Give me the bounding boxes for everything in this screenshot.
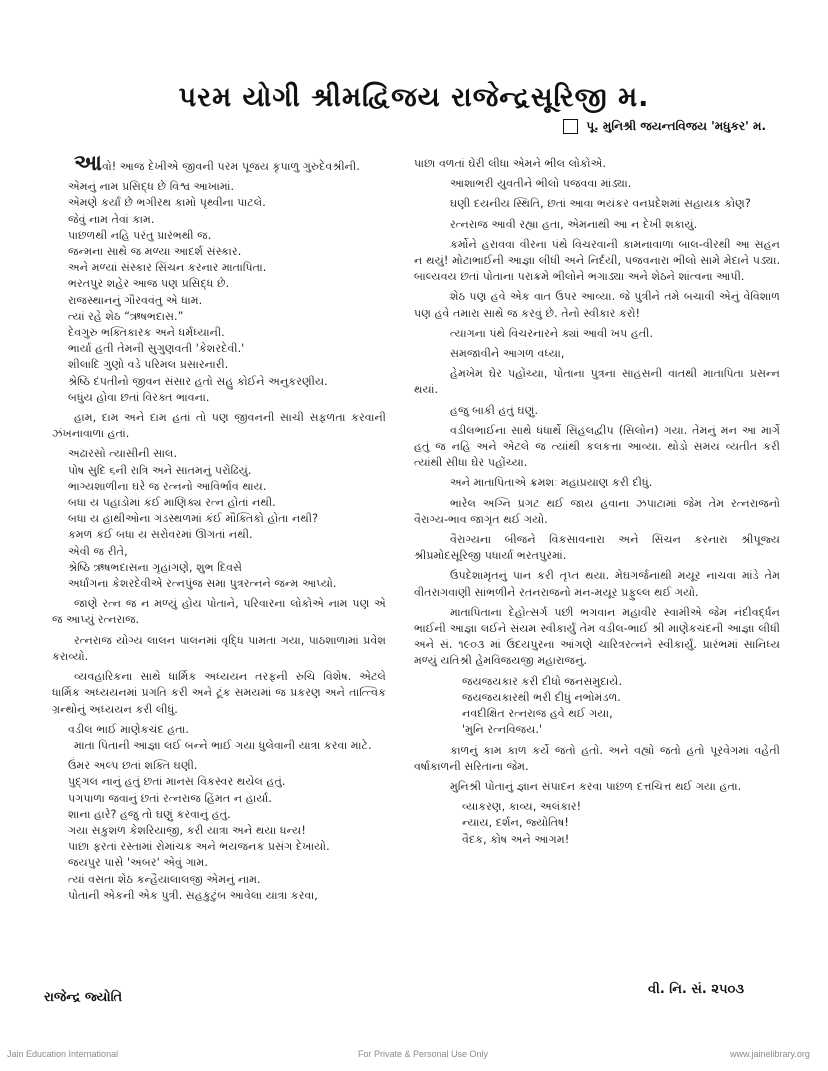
paragraph: સમજાવીને આગળ વધ્યા,	[450, 347, 565, 361]
text-line: પગપાળા જવાનું છતાં રત્નરાજ હિંમત ન હાર્યા.	[68, 791, 272, 805]
text-line: પુદ્ગલ નાનું હતું છતાં માનસ વિકસ્વર થયેલ હતું.	[68, 775, 286, 789]
text-line: અર્ધાંગના કેશરદેવીએ રત્નપુંજ સમા પુત્રરત્નને જન્મ આપ્યો.	[68, 577, 337, 591]
article-title: પરમ યોગી શ્રીમદ્વિજય રાજેન્દ્રસૂરિજી મ.	[178, 82, 650, 113]
paragraph: વડીલભાઈના સાથે ધંધાર્થે સિંહલદ્વીપ (સિલોન) ગયા. તેમનું મન આ માર્ગે હતું જ નહિ અને એટલે જ ત્યાંથી કલકત્તા આવ્યા. થોડો સમય વ્યતીત કરી ત્યાંથી સીધા ઘેર પહોંચ્યા.	[414, 423, 780, 470]
journal-name: રાજેન્દ્ર જ્યોતિ	[44, 990, 123, 1005]
text-line: એમણે કર્યાં છે ભગીરથ કામો પૃથ્વીના પાટલે.	[68, 196, 266, 210]
paragraph: હેમખેમ ઘેર પહોંચ્યા, પોતાના પુત્રના સાહસની વાતથી માતાપિતા પ્રસન્ન થયાં.	[414, 367, 780, 397]
paragraph: માતા પિતાની આજ્ઞા લઈ બન્ને ભાઈ ગયા ધુલેવાની યાત્રા કરવા માટે.	[74, 738, 372, 752]
text-line: પોતાની એકની એક પુત્રી. સહકુટુંબ આવેલા યાત્રા કરવા,	[68, 888, 318, 902]
paragraph: મુનિશ્રી પોતાનું જ્ઞાન સંપાદન કરવા પાછળ દત્તચિત્ત થઈ ગયા હતા.	[450, 779, 742, 793]
text-line: ત્યાં રહે શેઠ “ઋષભદાસ.”	[68, 309, 184, 323]
text-line: દેવગુરુ ભક્તિકારક અને ધર્મધ્યાની.	[68, 326, 225, 340]
text-line: શાના હારે? હજુ તો ઘણું કરવાનું હતું.	[68, 807, 231, 821]
paragraph: હામ, દામ અને દામ હતાં તો પણ જીવનની સાચી સફળતા કરવાની ઝંખનાવાળા હતાં.	[52, 411, 386, 441]
text-line: શ્રેષ્ઠિ ઋષભદાસના ગૃહાંગણે, શુભ દિવસે	[68, 560, 243, 574]
right-column	[414, 156, 780, 852]
paragraph: કાળનું કામ કાળ કર્યે જતો હતો. અને વહ્યો જતો હતો પૂરવેગમાં વહેતી વર્ષાકાળની સરિતાના જેમ.	[414, 743, 780, 773]
text-line: બધા ય પહાડોમાં કંઈ માણિક્ય રત્ન હોતાં નથી.	[68, 496, 276, 510]
text-line: એમનું નામ પ્રસિદ્ધ છે વિશ્વ આખામાં.	[68, 180, 235, 194]
text-line: ભાગ્યશાળીના ઘરે જ રત્નનો આવિર્ભાવ થાય.	[68, 479, 267, 493]
verse-line: ન્યાય, દર્શન, જ્યોતિષ!	[462, 816, 569, 830]
text-line: રાજસ્થાનનું ગૌરવવંતુ એ ધામ.	[68, 293, 203, 307]
verse-block	[414, 799, 780, 848]
text-line: અને મળ્યાં સંસ્કાર સિંચન કરનાર માતાપિતા.	[68, 261, 267, 275]
text-line: બધા ય હાથીઓના ગંડસ્થળમાં કંઈ મૌક્તિકો હોતા નથી?	[68, 512, 319, 526]
left-column	[52, 151, 386, 904]
verse-line: જયજયકાર કરી દીધો જનસમુદાયે.	[462, 674, 623, 688]
text-line: જન્મના સાથે જ મળ્યા આદર્શ સંસ્કાર.	[68, 245, 242, 259]
era-year: વી. નિ. સં. ૨૫૦૩	[648, 982, 745, 997]
text-line: બધુંય હોવા છતાં વિરક્ત ભાવના.	[68, 390, 210, 404]
text-line: ઉંમર અલ્પ છતાં શક્તિ ઘણી.	[68, 759, 198, 773]
lines-group-i	[52, 758, 386, 904]
verse-block	[414, 674, 780, 739]
text-line: શ્રેષ્ઠિ દંપતીનો જીવન સંસાર હતો સહુ કોઈને અનુકરણીય.	[68, 374, 328, 388]
author-name: પૂ. મુનિશ્રી જયન્તવિજય 'મધુકર' મ.	[586, 119, 766, 133]
verse-line: વૈદક, કોષ અને આગમ!	[462, 832, 570, 846]
text-line: ગયા સકુશળ કેશરિયાજી, કરી યાત્રા અને થયા ધન્ય!	[68, 823, 306, 837]
watermark-left: Jain Education International	[7, 1049, 119, 1059]
paragraph: વૈરાગ્યના બીજને વિકસાવનારા અને સિંચન કરનારા શ્રીપૂજ્ય શ્રીપ્રમોદસૂરિજી પધાર્યા ભરતપુરમાં.	[414, 533, 780, 563]
square-box-icon	[563, 119, 578, 134]
text-line: શીલાદિ ગુણો વડે પરિમલ પ્રસારનારી.	[68, 358, 229, 372]
text-line: જયપુર પાસે 'અંબર' એવું ગામ.	[68, 856, 208, 870]
text-line: વડીલ ભાઈ માણેકચંદ હતા.	[68, 722, 189, 736]
text-line: ભરતપુર શહેર આજ પણ પ્રસિદ્ધ છે.	[68, 277, 230, 291]
paragraph: કર્મોને હરાવવા વીરના પંથે વિચરવાની કામનાવાળા બાલ-વીરથી આ સહન ન થયું! મોટાભાઈની આજ્ઞા લીધી અને નિર્દયી, પજવનારા ભીલો સામે મેદાને પડ્યા. બાલ્યવય છતાં પોતાના પરાક્રમે ભીલોને ભગાડ્યા અને શેઠને શાંત્વના આપી.	[414, 237, 780, 284]
paragraph: ભારેલ અગ્નિ પ્રગટ થઈ જાય હવાના ઝપાટામાં જેમ તેમ રત્નરાજનો વૈરાગ્ય-ભાવ જાગૃત થઈ ગયો.	[414, 496, 780, 526]
text-line: પોષ સુદિ ૬ની રાત્રિ અને સાતમનું પરોઢિયું.	[68, 463, 252, 477]
opening-text: વો! આજ દેખીએ જીવની પરમ પૂજય કૃપાળુ ગુરુદેવશ્રીની.	[101, 160, 360, 173]
paragraph: શેઠ પણ હવે એક વાત ઉપર આવ્યા. જે પુત્રીને તમે બચાવી એનું વેવિશાળ પણ હવે તમારા સાથે જ કરવું છે. તેનો સ્વીકાર કરો!	[414, 290, 780, 320]
paragraph: ઘણી દયનીય સ્થિતિ, છતાં આવા ભયંકર વનપ્રદેશમાં સહાયક કોણ?	[450, 197, 751, 211]
text-line: ભાર્યા હતી તેમની સુગુણવતી 'કેશરદેવી.'	[68, 342, 245, 356]
verse-line: વ્યાકરણ, કાવ્ય, અલંકાર!	[462, 800, 582, 814]
text-line: પાછળથી નહિ પરંતુ પ્રારંભથી જ.	[68, 228, 212, 242]
text-line: એવી જ રીતે,	[68, 544, 128, 558]
author-line	[563, 119, 766, 134]
watermark-center: For Private & Personal Use Only	[358, 1049, 489, 1059]
text-line: જેવું નામ તેવાં કામ.	[68, 212, 155, 226]
opening-paragraph	[52, 151, 386, 176]
paragraph: અને માતાપિતાએ ક્રમશઃ મહાપ્રયાણ કરી દીધું.	[450, 476, 653, 490]
paragraph: રત્નરાજ યોગ્ય લાલન પાલનમાં વૃદ્ધિ પામતા ગયા, પાઠશાળામાં પ્રવેશ કરાવ્યો.	[52, 633, 386, 663]
paragraph: રત્નરાજ આવી રહ્યા હતા, એમનાથી આ ન દેખી શકાયું.	[450, 217, 698, 231]
verse-line: નવદીક્ષિત રત્નરાજ હવે થઈ ગયા,	[462, 707, 613, 721]
drop-cap: આ	[74, 151, 102, 176]
lines-group-c	[52, 446, 386, 592]
paragraph: વ્યવહારિકના સાથે ધાર્મિક અધ્યયન તરફની રુચિ વિશેષ. એટલે ધાર્મિક અધ્યયનમાં પ્રગતિ કરી અને ટૂંક સમયમાં જ પ્રકરણ અને તાત્ત્વિક ગ્રન્થોનું અધ્યયન કરી લીધું.	[52, 670, 386, 716]
paragraph: હજુ બાકી હતું ઘણું.	[450, 403, 539, 417]
verse-line: 'મુનિ રત્નવિજય.'	[462, 723, 543, 737]
paragraph: માતાપિતાના દેહોત્સર્ગ પછી ભગવાન મહાવીર સ્વામીએ જેમ નંદીવર્દ્ધન ભાઈની આજ્ઞા લઈને સંયમ સ્વીકાર્યું તેમ વડીલ-ભાઈ શ્રી માણેકચંદની આજ્ઞા લીધી અને સં. ૧૯૦૩ માં ઉદયપુરના આંગણે ચારિત્રરત્નને સ્વીકાર્યું. પ્રારંભમાં સાનિધ્ય મળ્યું યતિશ્રી હેમવિજયજી મહારાજનું.	[414, 605, 780, 668]
paragraph: ત્યાગના પંથે વિચરનારને ક્યાં આવી ખપ હતી.	[450, 326, 654, 340]
lines-group-a	[52, 179, 386, 406]
text-line: પાછા ફરતાં રસ્તામાં રોમાંચક અને ભયજનક પ્રસંગ દેખાયો.	[68, 840, 330, 854]
text-line: અઢારસો ત્યાસીની સાલ.	[68, 447, 178, 461]
paragraph: ઉપદેશામૃતનું પાન કરી તૃપ્ત થયા. મેઘગર્જનાથી મયૂર નાચવા માંડે તેમ વીતરાગવાણી સાંભળીને રતનરાજનો મન-મયૂર પ્રફુલ્લ થઈ ગયો.	[414, 569, 780, 599]
paragraph: આશાભરી યુવતીને ભીલો પજવવા માંડ્યા.	[450, 177, 632, 191]
watermark-right[interactable]: www.jainelibrary.org	[730, 1049, 810, 1059]
paragraph: જાણે રત્ન જ ન મળ્યું હોય પોતાને, પરિવારના લોકોએ નામ પણ એ જ આપ્યું રત્નરાજ.	[52, 597, 386, 627]
text-line: કમળ કંઈ બધા ય સરોવરમાં ઊગતાં નથી.	[68, 528, 253, 542]
paragraph: પાછા વળતાં ઘેરી લીધા એમને ભીલ લોકોએ.	[414, 157, 606, 170]
text-line: ત્યાં વસતા શેઠ કન્હૈયાલાલજી એમનું નામ.	[68, 872, 261, 886]
verse-line: જયજયકારથી ભરી દીધું નભોમંડળ.	[462, 690, 621, 704]
